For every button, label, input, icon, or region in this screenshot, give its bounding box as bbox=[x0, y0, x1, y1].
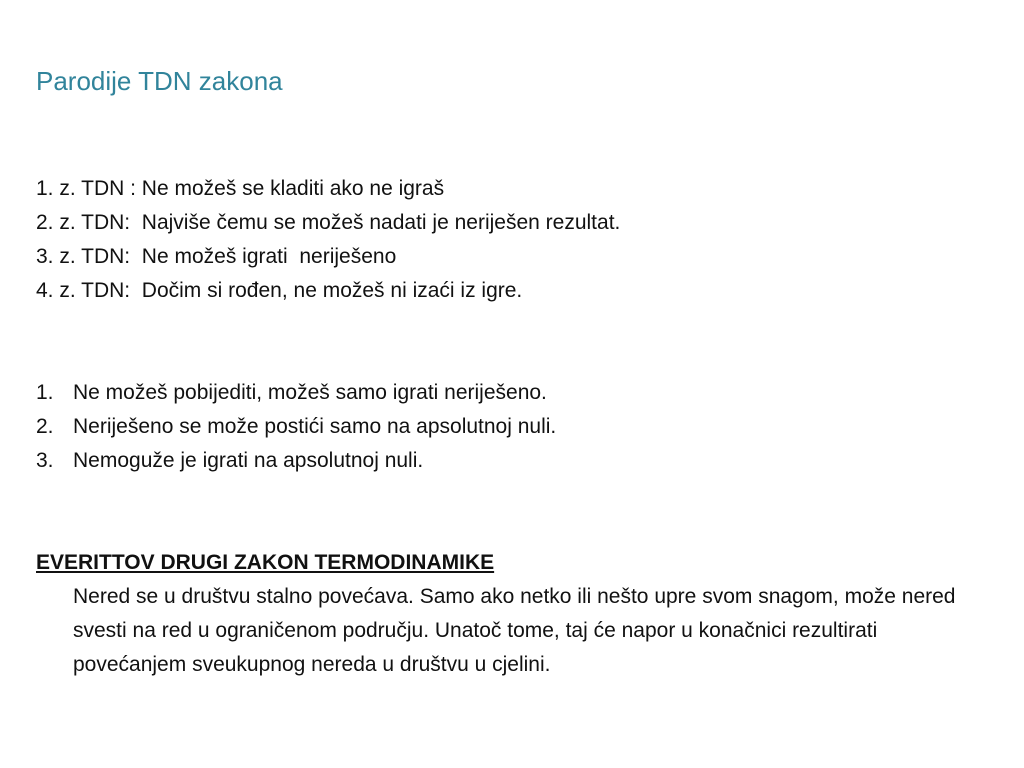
parody-list bbox=[36, 376, 556, 478]
everitt-heading: EVERITTOV DRUGI ZAKON TERMODINAMIKE bbox=[36, 551, 495, 574]
parody-item-number: 1. bbox=[36, 381, 54, 404]
parody-item-3 bbox=[36, 444, 556, 478]
tdn-law-2: 2. z. TDN: Najviše čemu se možeš nadati je neriješen rezultat. bbox=[36, 211, 621, 234]
everitt-section bbox=[36, 546, 976, 682]
tdn-law-4: 4. z. TDN: Dočim si rođen, ne možeš ni izaći iz igre. bbox=[36, 279, 523, 302]
parody-item-number: 2. bbox=[36, 415, 54, 438]
parody-item-number: 3. bbox=[36, 449, 54, 472]
tdn-laws-list bbox=[36, 172, 620, 308]
tdn-law-3: 3. z. TDN: Ne možeš igrati neriješeno bbox=[36, 245, 397, 268]
everitt-body: Nered se u društvu stalno povećava. Samo ako netko ili nešto upre svom snagom, može nered svesti na red u ograničenom području. Unatoč tome, taj će napor u konačnici rezultirati povećanjem sveukupnog nereda u društvu u cjelini. bbox=[73, 585, 956, 676]
parody-item-text: Neriješeno se može postići samo na apsolutnoj nuli. bbox=[73, 415, 557, 438]
parody-item-text: Nemoguže je igrati na apsolutnoj nuli. bbox=[73, 449, 424, 472]
parody-item-1 bbox=[36, 376, 556, 410]
slide-title: Parodije TDN zakona bbox=[36, 66, 283, 96]
parody-item-text: Ne možeš pobijediti, možeš samo igrati neriješeno. bbox=[73, 381, 547, 404]
tdn-law-1: 1. z. TDN : Ne možeš se kladiti ako ne igraš bbox=[36, 177, 445, 200]
parody-item-2 bbox=[36, 410, 556, 444]
